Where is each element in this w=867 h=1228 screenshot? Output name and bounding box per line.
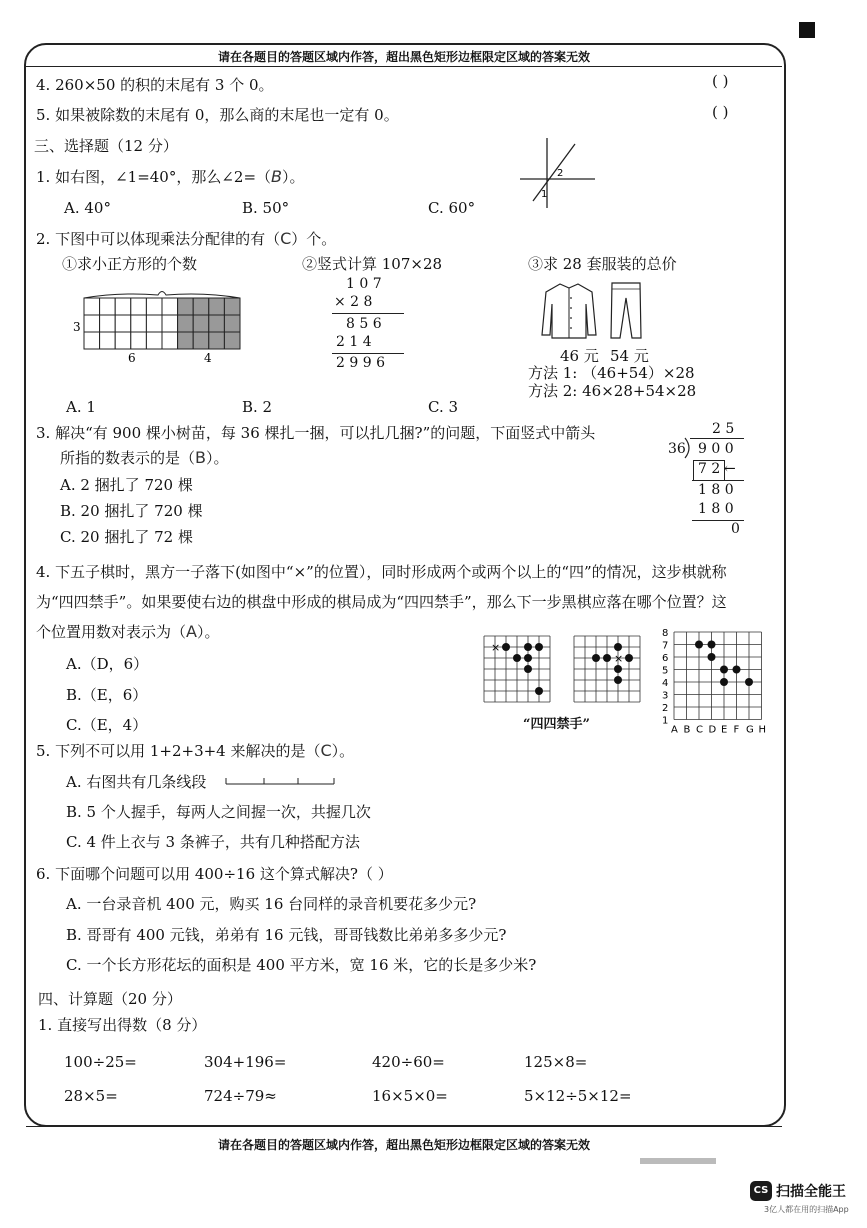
header-notice: 请在各题目的答题区域内作答，超出黑色矩形边框限定区域的答案无效: [217, 50, 590, 64]
grid-cell: [193, 315, 209, 332]
q6-text: 6. 下面哪个问题可以用 400÷16 这个算式解决?（ ）: [36, 865, 393, 883]
corner-marker: [799, 22, 815, 38]
black-stone: [708, 653, 716, 661]
black-stone: [720, 666, 728, 674]
q1-answer: B: [271, 167, 283, 186]
grid-cell: [224, 332, 240, 349]
q3-option-a[interactable]: A. 2 捆扎了 720 棵: [60, 476, 193, 494]
q1-option-a[interactable]: A. 40°: [64, 199, 111, 217]
black-stone: [524, 665, 532, 673]
judge-q4: 4. 260×50 的积的末尾有 3 个 0。: [36, 76, 274, 94]
vert-line2: × 2 8: [334, 294, 373, 310]
q6-option-c[interactable]: C. 一个长方形花坛的面积是 400 平方米，宽 16 米，它的长是多少米?: [66, 956, 537, 974]
method-1: 方法 1: （46+54）×28: [528, 364, 695, 382]
svg-text:1: 1: [541, 189, 548, 200]
section3-title: 三、选择题（12 分）: [34, 137, 178, 155]
grid-cell: [146, 315, 162, 332]
judge-q5: 5. 如果被除数的末尾有 0，那么商的末尾也一定有 0。: [36, 106, 399, 124]
q2-item2: ②竖式计算 107×28: [302, 255, 443, 273]
grid-cell: [100, 315, 116, 332]
black-stone: [708, 641, 716, 649]
calc-2[interactable]: 304+196=: [204, 1053, 287, 1071]
grid-cell: [193, 332, 209, 349]
black-stone: [513, 654, 521, 662]
q2-item1: ①求小正方形的个数: [62, 255, 198, 273]
angle-figure: [515, 136, 600, 211]
grid-cell: [193, 298, 209, 315]
segment-figure: [224, 775, 336, 789]
row-label: 4: [662, 678, 669, 689]
vert-line5: 2 9 9 6: [336, 355, 385, 371]
q2-item3: ③求 28 套服装的总价: [528, 255, 677, 273]
calc-5[interactable]: 28×5=: [64, 1087, 118, 1105]
col-label: C: [696, 724, 703, 736]
scanner-logo: CS: [750, 1181, 772, 1201]
q3-line1: 3. 解决“有 900 棵小树苗，每 36 棵扎一捆，可以扎几捆?”的问题，下面竖式中箭头: [36, 424, 596, 442]
row-label: 5: [662, 665, 669, 677]
scanner-brand: 扫描全能王: [776, 1184, 846, 1200]
grid-cell: [224, 315, 240, 332]
q5-text: 5. 下列不可以用 1+2+3+4 来解决的是（C）。: [36, 741, 355, 760]
row-label: 7: [662, 640, 669, 652]
grid-cell: [178, 298, 194, 315]
grid-cell: [131, 298, 147, 315]
vert-line3: 8 5 6: [346, 316, 382, 332]
footer-notice: 请在各题目的答题区域内作答，超出黑色矩形边框限定区域的答案无效: [217, 1138, 590, 1152]
row-label: 8: [662, 628, 669, 639]
judge-q4-bracket[interactable]: ( ): [712, 72, 729, 90]
row-label: 3: [662, 690, 669, 702]
black-stone: [535, 643, 543, 651]
shirt-icon: [540, 280, 598, 342]
q2-option-b[interactable]: B. 2: [242, 398, 273, 416]
gomoku-caption: “四四禁手”: [523, 717, 590, 732]
grid-cell: [100, 298, 116, 315]
vert-line1: 1 0 7: [346, 276, 382, 292]
black-stone: [625, 654, 633, 662]
black-stone: [614, 676, 622, 684]
div-quotient: 2 5: [712, 421, 735, 437]
q4-option-a[interactable]: A.（D，6）: [66, 655, 149, 673]
q2-option-c[interactable]: C. 3: [428, 398, 459, 416]
gomoku-board-3: [660, 624, 775, 740]
svg-text:3: 3: [73, 320, 81, 334]
svg-text:6: 6: [128, 351, 136, 365]
price-shirt: 46 元: [560, 347, 599, 365]
black-stone: [614, 665, 622, 673]
svg-text:4: 4: [204, 351, 212, 365]
col-label: F: [733, 724, 740, 736]
q2-text: 2. 下图中可以体现乘法分配律的有（C）个。: [36, 229, 337, 248]
grid-cell: [115, 298, 131, 315]
col-label: D: [708, 724, 717, 736]
row-label: 1: [662, 715, 669, 727]
grid-cell: [209, 332, 225, 349]
black-stone: [524, 654, 532, 662]
pants-icon: [608, 280, 644, 342]
col-label: A: [671, 724, 678, 736]
grid-cell: [100, 332, 116, 349]
arrow-icon: ←: [724, 461, 736, 477]
black-stone: [502, 643, 510, 651]
grid-cell: [84, 315, 100, 332]
grid-cell: [162, 315, 178, 332]
gomoku-board-2: [570, 632, 650, 704]
black-stone: [535, 687, 543, 695]
gomoku-board-1: [480, 632, 560, 704]
section4-sub: 1. 直接写出得数（8 分）: [38, 1016, 207, 1034]
judge-q5-bracket[interactable]: ( ): [712, 103, 729, 121]
grid-cell: [146, 332, 162, 349]
q1-text: 1. 如右图，∠1=40°，那么∠2=（B）。: [36, 167, 305, 186]
calc-8[interactable]: 5×12÷5×12=: [524, 1087, 632, 1105]
grid-cell: [115, 332, 131, 349]
row-label: 6: [662, 653, 669, 664]
col-label: G: [746, 724, 754, 736]
calc-7[interactable]: 16×5×0=: [372, 1087, 448, 1105]
col-label: E: [721, 724, 728, 736]
svg-text:2: 2: [557, 168, 564, 179]
q5-option-b[interactable]: B. 5 个人握手，每两人之间握一次，共握几次: [66, 803, 371, 821]
cross-mark: ×: [491, 641, 501, 654]
col-label: B: [683, 724, 691, 736]
q3-line2: 所指的数表示的是（B）。: [60, 448, 229, 467]
black-stone: [695, 641, 703, 649]
grid-cell: [162, 298, 178, 315]
col-label: H: [758, 724, 767, 736]
q2-option-a[interactable]: A. 1: [66, 398, 96, 416]
method-2: 方法 2: 46×28+54×28: [528, 382, 697, 400]
price-pants: 54 元: [610, 347, 649, 365]
q5-answer: C: [320, 741, 332, 760]
q4-option-b[interactable]: B.（E，6）: [66, 686, 148, 704]
div-r2: 1 8 0: [698, 482, 734, 498]
q4-line3: 个位置用数对表示为（A）。: [36, 622, 220, 641]
q4-line1: 4. 下五子棋时，黑方一子落下(如图中“×”的位置），同时形成两个或两个以上的“四”的情况，这步棋就称: [36, 563, 727, 581]
q1-option-c[interactable]: C. 60°: [428, 199, 476, 217]
div-r1: 7 2: [698, 461, 721, 477]
grid-cell: [84, 298, 100, 315]
grid-cell: [162, 332, 178, 349]
grid-cell: [131, 332, 147, 349]
q4-line2: 为“四四禁手”。如果要使右边的棋盘中形成的棋局成为“四四禁手”，那么下一步黑棋应落在哪个位置？这: [36, 593, 727, 611]
calc-6[interactable]: 724÷79≈: [204, 1087, 277, 1105]
calc-1[interactable]: 100÷25=: [64, 1053, 137, 1071]
vert-line4: 2 1 4: [336, 334, 372, 350]
div-r4: 0: [731, 521, 740, 537]
q1-option-b[interactable]: B. 50°: [242, 199, 290, 217]
square-grid: [70, 286, 250, 368]
grid-cell: [84, 332, 100, 349]
black-stone: [745, 678, 753, 686]
grid-cell: [224, 298, 240, 315]
black-stone: [603, 654, 611, 662]
div-dividend: 9 0 0: [698, 441, 734, 457]
black-stone: [733, 666, 741, 674]
scanner-sub: 3亿人都在用的扫描App: [764, 1205, 849, 1214]
grid-cell: [131, 315, 147, 332]
section4-title: 四、计算题（20 分）: [38, 990, 182, 1008]
grid-cell: [209, 298, 225, 315]
q6-option-a[interactable]: A. 一台录音机 400 元，购买 16 台同样的录音机要花多少元?: [66, 895, 477, 913]
q3-option-b[interactable]: B. 20 捆扎了 720 棵: [60, 502, 203, 520]
grid-cell: [146, 298, 162, 315]
q3-option-c[interactable]: C. 20 捆扎了 72 棵: [60, 528, 193, 546]
row-label: 2: [662, 703, 669, 714]
div-r3: 1 8 0: [698, 501, 734, 517]
black-stone: [592, 654, 600, 662]
div-divisor: 36: [668, 441, 686, 457]
calc-4[interactable]: 125×8=: [524, 1053, 588, 1071]
grid-cell: [115, 315, 131, 332]
gray-strip: [640, 1158, 716, 1164]
q6-option-b[interactable]: B. 哥哥有 400 元钱，弟弟有 16 元钱，哥哥钱数比弟弟多多少元?: [66, 926, 507, 944]
grid-cell: [178, 315, 194, 332]
grid-cell: [178, 332, 194, 349]
q5-option-c[interactable]: C. 4 件上衣与 3 条裤子，共有几种搭配方法: [66, 833, 360, 851]
q3-answer: B: [195, 448, 206, 467]
grid-cell: [209, 315, 225, 332]
q5-option-a[interactable]: A. 右图共有几条线段: [66, 773, 207, 791]
black-stone: [524, 643, 532, 651]
calc-3[interactable]: 420÷60=: [372, 1053, 445, 1071]
q2-answer: C: [280, 229, 292, 248]
black-stone: [720, 678, 728, 686]
black-stone: [614, 643, 622, 651]
cross-mark: ×: [614, 652, 624, 665]
q4-answer: A: [186, 622, 197, 641]
q4-option-c[interactable]: C.（E，4）: [66, 716, 148, 734]
